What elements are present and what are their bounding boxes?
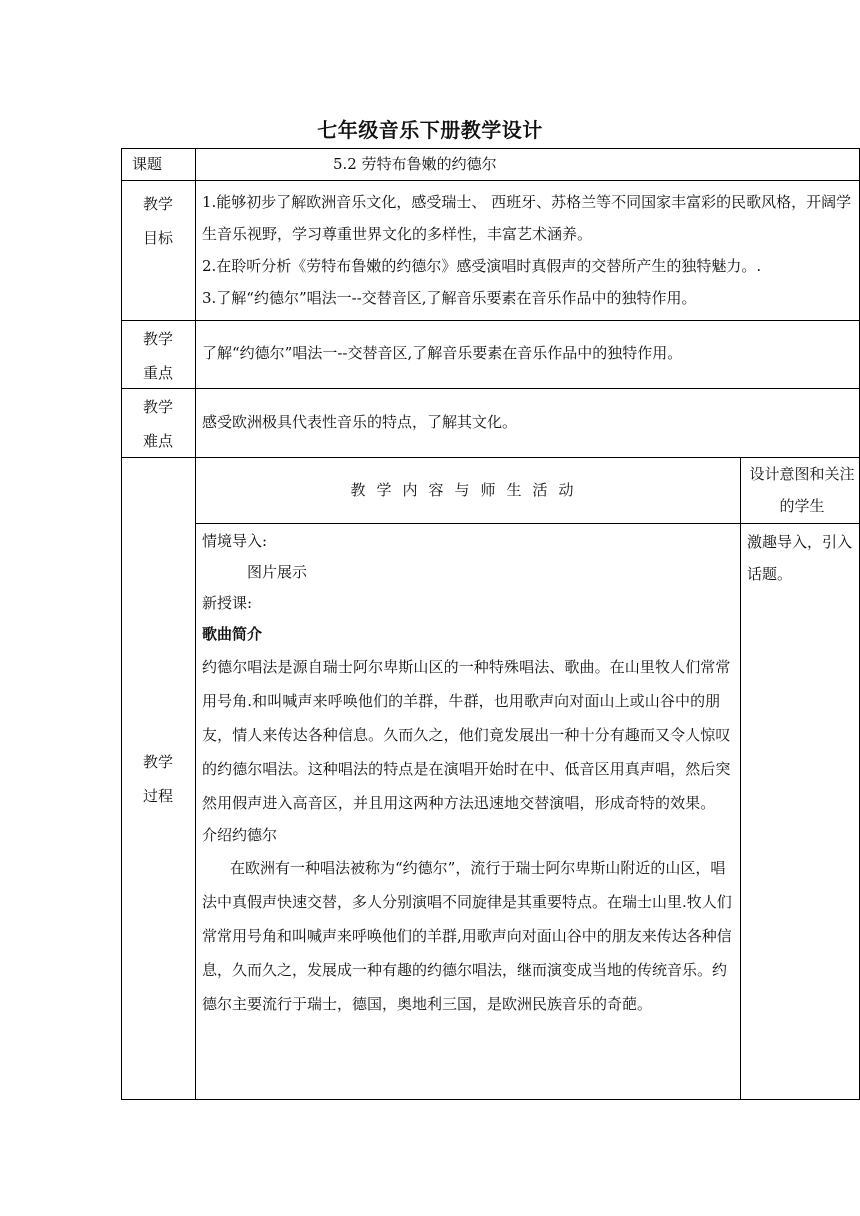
row-divider	[121, 180, 860, 181]
design-note: 激趣导入，引入话题。	[747, 533, 853, 583]
process-label-line1: 教学	[142, 753, 173, 771]
table-border-bottom	[121, 1099, 860, 1100]
lesson-plan-table	[121, 148, 860, 1100]
goal-item-1: 1.能够初步了解欧洲音乐文化，感受瑞士、 西班牙、苏格兰等不同国家丰富彩的民歌风格，开阔学生音乐视野，学习尊重世界文化的多样性，丰富艺术涵养。	[202, 193, 852, 243]
key-points-label-line1: 教学	[142, 330, 173, 348]
table-border-left	[121, 148, 122, 1100]
intro-heading: 情境导入:	[202, 532, 268, 550]
goals-content	[202, 186, 857, 314]
yodel-text: 在欧洲有一种唱法被称为“约德尔”，流行于瑞士阿尔卑斯山附近的山区，唱法中真假声快速交替，多人分别演唱不同旋律是其重要特点。在瑞士山里.牧人们常常用号角和叫喊声来呼唤他们的羊群,用歌声向对面山谷中的朋友来传达各种信息，久而久之，发展成一种有趣的约德尔唱法，继而演变成当地的传统音乐。约德尔主要流行于瑞士，德国，奥地利三国，是欧洲民族音乐的奇葩。	[202, 859, 732, 1013]
intro-item: 图片展示	[247, 563, 308, 581]
column-divider	[195, 148, 196, 1100]
goal-item-3: 3.了解“约德尔”唱法一--交替音区,了解音乐要素在音乐作品中的独特作用。	[202, 289, 697, 307]
difficulties-label-line2: 难点	[142, 432, 173, 450]
goal-item-2: 2.在聆听分析《劳特布鲁嫩的约德尔》感受演唱时真假声的交替所产生的独特魅力。.	[202, 257, 762, 275]
song-intro-text: 约德尔唱法是源自瑞士阿尔卑斯山区的一种特殊唱法、歌曲。在山里牧人们常常用号角.和叫喊声来呼唤他们的羊群，牛群，也用歌声向对面山上或山谷中的朋友，情人来传达各种信息。久而久之，他们竟发展出一种十分有趣而又令人惊叹的约德尔唱法。这种唱法的特点是在演唱开始时在中、低音区用真声唱，然后突然用假声进入高音区，并且用这两种方法迅速地交替演唱，形成奇特的效果。	[202, 658, 731, 812]
difficulties-value: 感受欧洲极具代表性音乐的特点，了解其文化。	[202, 413, 518, 431]
process-content-header: 教学内容与师生活动	[350, 481, 585, 499]
topic-value: 5.2 劳特布鲁嫩的约德尔	[333, 155, 497, 173]
process-content	[202, 526, 737, 1021]
document-title: 七年级音乐下册教学设计	[317, 118, 543, 142]
row-divider	[195, 523, 860, 524]
process-design-header: 设计意图和关注的学生	[749, 465, 855, 515]
new-lesson-heading: 新授课:	[202, 594, 253, 612]
process-label	[121, 745, 195, 813]
column-divider	[740, 457, 741, 1100]
topic-label: 课题	[132, 155, 163, 173]
row-divider	[121, 388, 860, 389]
row-divider	[121, 320, 860, 321]
yodel-heading: 介绍约德尔	[202, 826, 278, 844]
difficulties-label	[121, 390, 195, 458]
difficulties-label-line1: 教学	[142, 398, 173, 416]
goals-label-line1: 教学	[142, 195, 173, 213]
key-points-label	[121, 322, 195, 390]
key-points-label-line2: 重点	[142, 364, 173, 382]
process-label-line2: 过程	[142, 787, 173, 805]
goals-label-line2: 目标	[142, 229, 173, 247]
goals-label	[121, 187, 195, 255]
key-points-value: 了解“约德尔”唱法一--交替音区,了解音乐要素在音乐作品中的独特作用。	[202, 344, 683, 362]
song-intro-heading: 歌曲简介	[202, 625, 263, 643]
